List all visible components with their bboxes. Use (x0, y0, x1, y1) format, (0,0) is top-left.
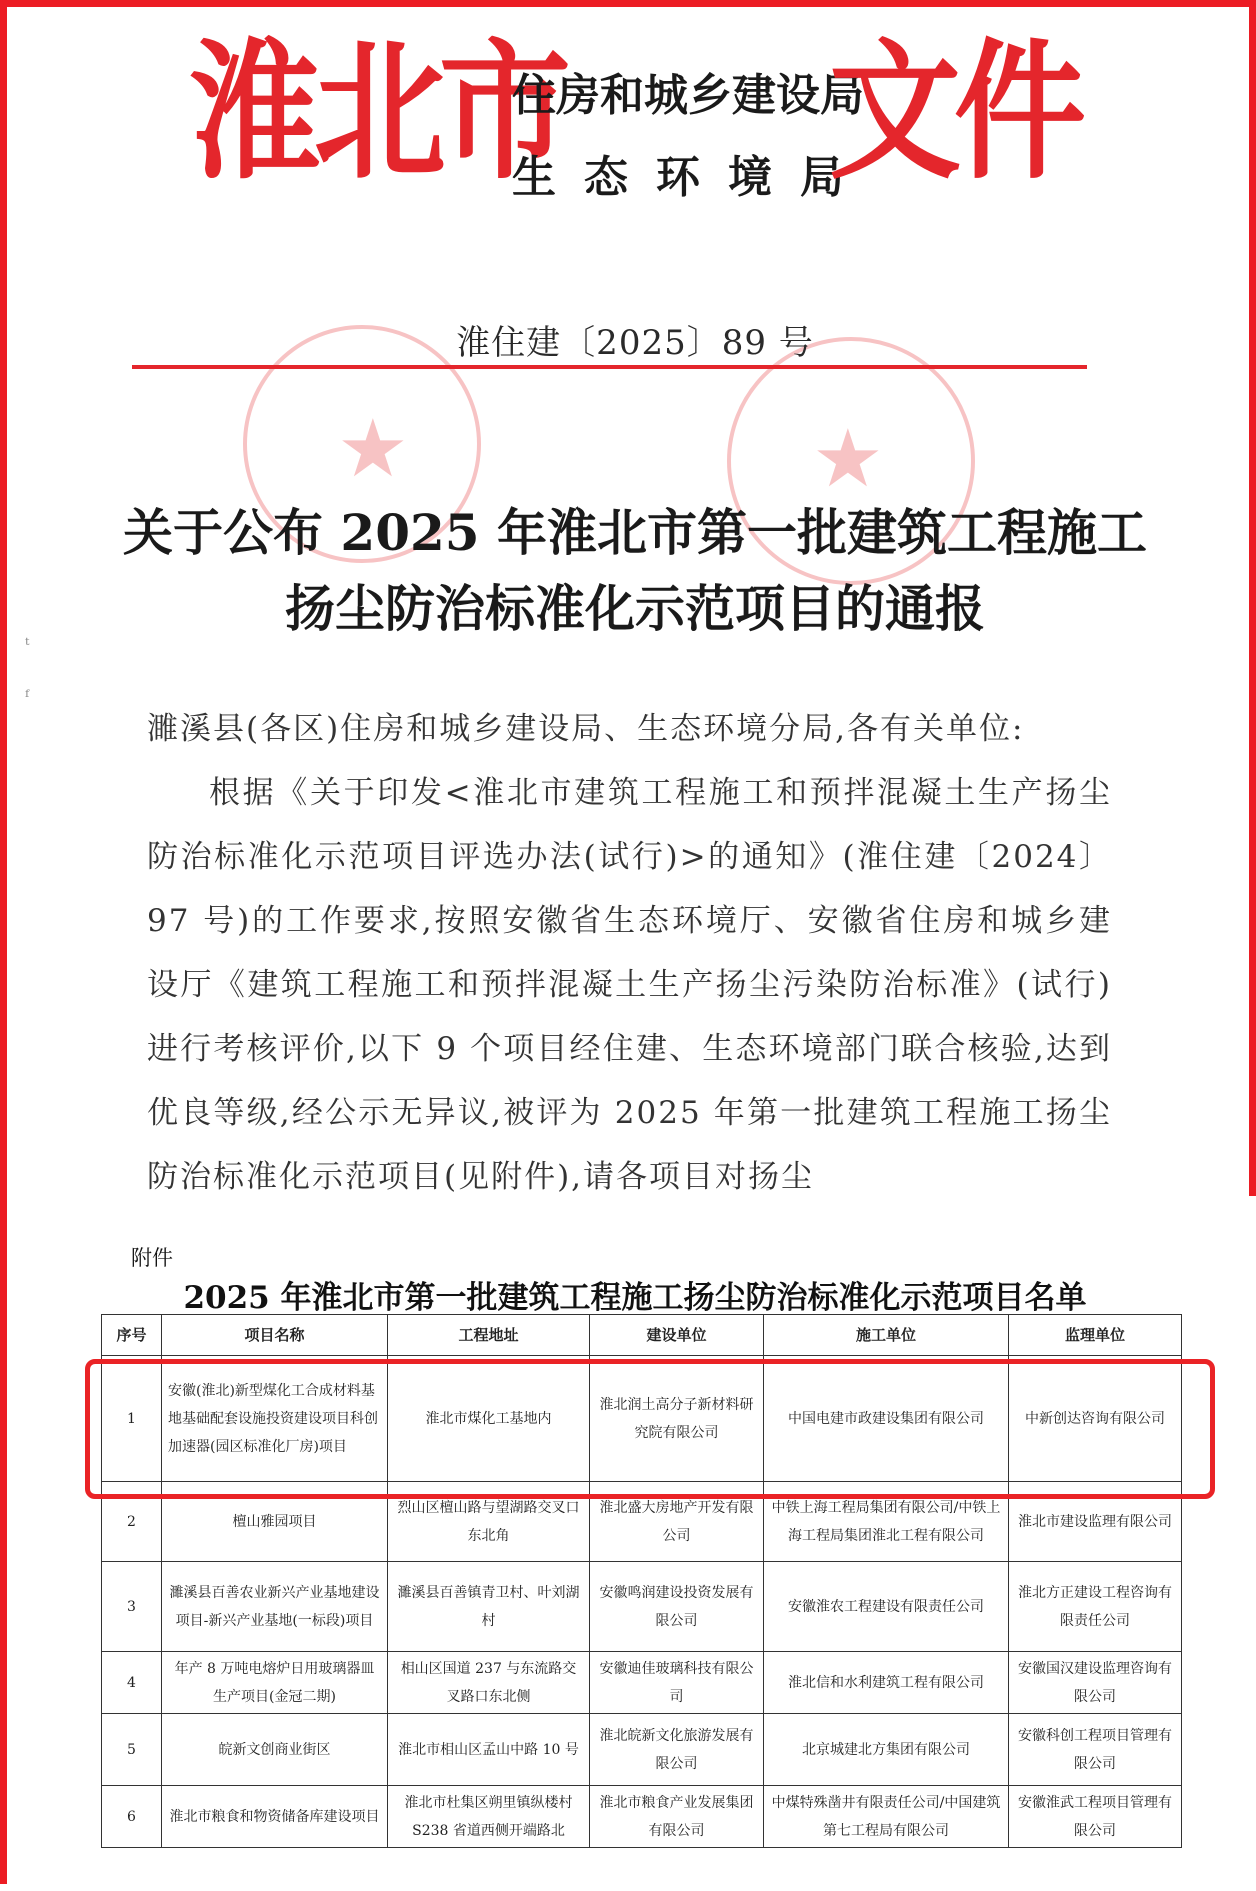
col-header-supervisor: 监理单位 (1009, 1315, 1182, 1356)
document-number: 淮住建〔2025〕89 号 (456, 323, 814, 363)
table-row (102, 1482, 1182, 1562)
col-header-project: 项目名称 (162, 1315, 388, 1356)
attachment-label: 附件 (131, 1246, 173, 1270)
attachment-title: 2025 年淮北市第一批建筑工程施工扬尘防治标准化示范项目名单 (183, 1280, 1087, 1316)
cell-index: 4 (102, 1652, 162, 1714)
cell-address: 相山区国道 237 与东流路交叉路口东北侧 (388, 1652, 590, 1714)
notice-title-line2: 扬尘防治标准化示范项目的通报 (285, 579, 985, 638)
cell-index: 5 (102, 1714, 162, 1786)
notice-title-line1: 关于公布 2025 年淮北市第一批建筑工程施工 (123, 503, 1147, 562)
cell-project: 淮北市粮食和物资储备库建设项目 (162, 1786, 388, 1848)
cell-supervisor: 安徽科创工程项目管理有限公司 (1009, 1714, 1182, 1786)
cell-contractor: 北京城建北方集团有限公司 (764, 1714, 1009, 1786)
cell-project: 檀山雅园项目 (162, 1482, 388, 1562)
cell-project: 年产 8 万吨电熔炉日用玻璃器皿生产项目(金冠二期) (162, 1652, 388, 1714)
cell-supervisor: 安徽淮武工程项目管理有限公司 (1009, 1786, 1182, 1848)
cell-address: 淮北市杜集区朔里镇纵楼村 S238 省道西侧开端路北 (388, 1786, 590, 1848)
cell-address: 淮北市相山区孟山中路 10 号 (388, 1714, 590, 1786)
scan-artifact: ᶠ (25, 687, 29, 708)
cell-project: 皖新文创商业街区 (162, 1714, 388, 1786)
cell-project: 安徽(淮北)新型煤化工合成材料基地基础配套设施投资建设项目科创加速器(园区标准化厂房)项目 (162, 1356, 388, 1482)
col-header-address: 工程地址 (388, 1315, 590, 1356)
header-file-word: 文件 (829, 24, 1079, 200)
cell-owner: 安徽鸣润建设投资发展有限公司 (590, 1562, 764, 1652)
cell-contractor: 中铁上海工程局集团有限公司/中铁上海工程局集团淮北工程有限公司 (764, 1482, 1009, 1562)
cell-supervisor: 中新创达咨询有限公司 (1009, 1356, 1182, 1482)
body-paragraph: 根据《关于印发<淮北市建筑工程施工和预拌混凝土生产扬尘防治标准化示范项目评选办法(试行)>的通知》(淮住建〔2024〕97 号)的工作要求,按照安徽省生态环境厅、安徽省住房和城乡建设厅《建筑工程施工和预拌混凝土生产扬尘污染防治标准》(试行)进行考核评价,以下 9 个项目经住建、生态环境部门联合核验,达到优良等级,经公示无异议,被评为 2025 年第一批建筑工程施工扬尘防治标准化示范项目(见附件),请各项目对扬尘 (147, 775, 1112, 1195)
project-table (101, 1314, 1182, 1848)
salutation: 濉溪县(各区)住房和城乡建设局、生态环境分局,各有关单位: (147, 711, 1025, 747)
cell-owner: 淮北皖新文化旅游发展有限公司 (590, 1714, 764, 1786)
cell-supervisor: 淮北市建设监理有限公司 (1009, 1482, 1182, 1562)
notice-title (7, 495, 1256, 647)
seal-star-icon: ★ (812, 412, 884, 505)
cell-address: 淮北市煤化工基地内 (388, 1356, 590, 1482)
seal-star-icon: ★ (337, 402, 409, 495)
cell-supervisor: 安徽国汉建设监理咨询有限公司 (1009, 1652, 1182, 1714)
table-row (102, 1652, 1182, 1714)
cell-contractor: 中国电建市政建设集团有限公司 (764, 1356, 1009, 1482)
cell-owner: 淮北润土高分子新材料研究院有限公司 (590, 1356, 764, 1482)
cell-index: 2 (102, 1482, 162, 1562)
header-city: 淮北市 (189, 24, 564, 200)
cell-owner: 安徽迪佳玻璃科技有限公司 (590, 1652, 764, 1714)
cell-owner: 淮北盛大房地产开发有限公司 (590, 1482, 764, 1562)
table-row (102, 1562, 1182, 1652)
cell-address: 濉溪县百善镇青卫村、叶刘湖村 (388, 1562, 590, 1652)
cell-contractor: 中煤特殊凿井有限责任公司/中国建筑第七工程局有限公司 (764, 1786, 1009, 1848)
cell-index: 1 (102, 1356, 162, 1482)
cell-supervisor: 淮北方正建设工程咨询有限责任公司 (1009, 1562, 1182, 1652)
notice-body (147, 697, 1112, 1209)
cell-index: 6 (102, 1786, 162, 1848)
cell-contractor: 淮北信和水利建筑工程有限公司 (764, 1652, 1009, 1714)
cell-contractor: 安徽淮农工程建设有限责任公司 (764, 1562, 1009, 1652)
header-agency-line1: 住房和城乡建设局 (512, 70, 864, 121)
cell-address: 烈山区檀山路与望湖路交叉口东北角 (388, 1482, 590, 1562)
col-header-owner: 建设单位 (590, 1315, 764, 1356)
attachment-section (7, 1196, 1256, 1891)
col-header-contractor: 施工单位 (764, 1315, 1009, 1356)
cell-index: 3 (102, 1562, 162, 1652)
cell-project: 濉溪县百善农业新兴产业基地建设项目-新兴产业基地(一标段)项目 (162, 1562, 388, 1652)
scan-artifact: ᵗ (25, 635, 30, 656)
table-header-row (102, 1315, 1182, 1356)
table-row (102, 1356, 1182, 1482)
table-row (102, 1714, 1182, 1786)
cell-owner: 淮北市粮食产业发展集团有限公司 (590, 1786, 764, 1848)
header-agency-line2: 生态环境局 (512, 152, 872, 203)
table-row (102, 1786, 1182, 1848)
col-header-index: 序号 (102, 1315, 162, 1356)
red-divider (132, 365, 1087, 369)
